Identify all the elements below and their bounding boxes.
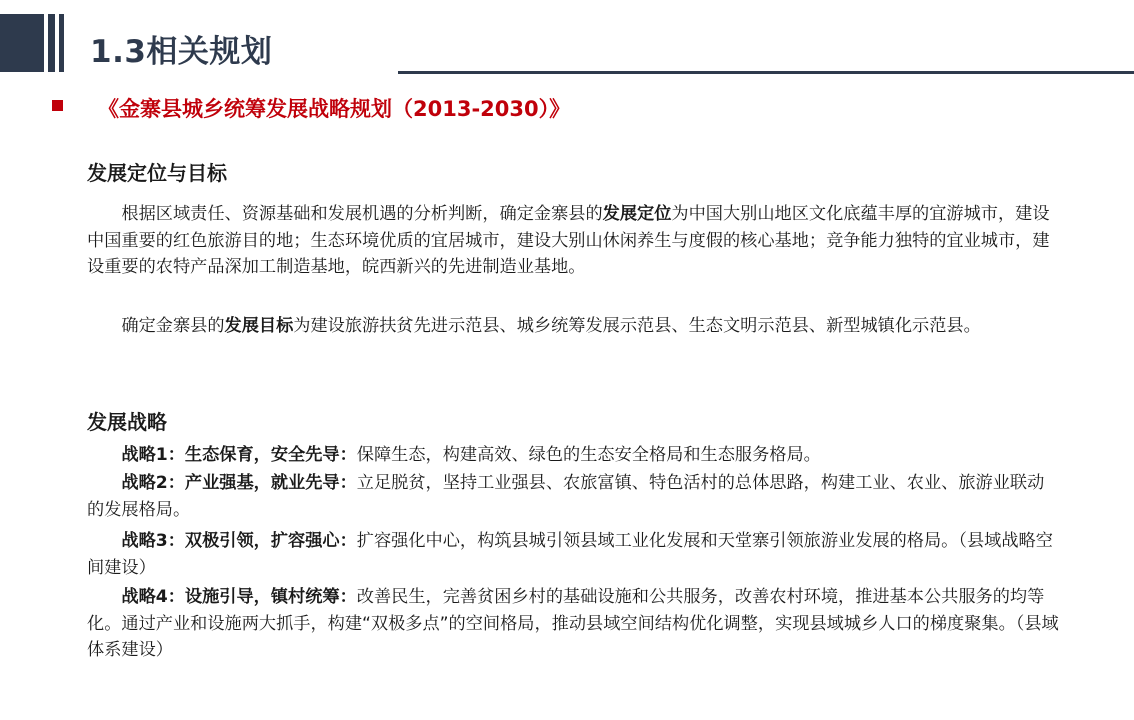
- document-title: 《金寨县城乡统筹发展战略规划（2013-2030）》: [98, 97, 571, 121]
- page-title: 1.3相关规划: [90, 34, 273, 70]
- header-decor-block: [0, 14, 44, 72]
- strategy-label: 战略1：生态保育，安全先导：: [121, 445, 357, 465]
- square-bullet-icon: [52, 100, 63, 111]
- strategy-item: [87, 584, 1059, 664]
- strategy-item: [87, 528, 1059, 581]
- header-decor-bar: [59, 14, 64, 72]
- bold-term: 发展目标: [224, 316, 294, 336]
- text-run: 根据区域责任、资源基础和发展机遇的分析判断，确定金寨县的: [121, 204, 603, 224]
- section-heading-positioning: 发展定位与目标: [87, 161, 227, 185]
- strategy-text: 改善民生，完善贫困乡村的基础设施和公共服务，改善农村环境，推进基本公共服务的均等化。通过产业和设施两大抓手，构建“双极多点”的空间格局，推动县域空间结构优化调整，实现县域城乡人口的梯度聚集。（县域体系建设）: [87, 587, 1059, 660]
- text-run: 为建设旅游扶贫先进示范县、城乡统筹发展示范县、生态文明示范县、新型城镇化示范县。: [293, 316, 981, 336]
- paragraph-goal: [87, 313, 1059, 340]
- strategy-text: 保障生态，构建高效、绿色的生态安全格局和生态服务格局。: [356, 445, 821, 465]
- section-heading-strategy: 发展战略: [87, 410, 167, 434]
- strategy-label: 战略2：产业强基，就业先导：: [121, 473, 357, 493]
- strategy-label: 战略4：设施引导，镇村统筹：: [121, 587, 357, 607]
- header-decor-bar: [48, 14, 55, 72]
- text-run: 确定金寨县的: [121, 316, 225, 336]
- paragraph-positioning: [87, 201, 1059, 281]
- strategy-text: 扩容强化中心，构筑县城引领县域工业化发展和天堂寨引领旅游业发展的格局。（县域战略空间建设）: [87, 531, 1053, 578]
- strategy-item: [87, 442, 1059, 469]
- header-divider: [398, 71, 1134, 74]
- strategy-label: 战略3：双极引领，扩容强心：: [121, 531, 357, 551]
- text-run: 为中国大别山地区文化底蕴丰厚的宜游城市，建设中国重要的红色旅游目的地；生态环境优质的宜居城市，建设大别山休闲养生与度假的核心基地；竞争能力独特的宜业城市，建设重要的农特产品深加工制造基地，皖西新兴的先进制造业基地。: [87, 204, 1050, 277]
- strategy-text: 立足脱贫，坚持工业强县、农旅富镇、特色活村的总体思路，构建工业、农业、旅游业联动的发展格局。: [87, 473, 1045, 520]
- bold-term: 发展定位: [602, 204, 672, 224]
- strategy-item: [87, 470, 1059, 523]
